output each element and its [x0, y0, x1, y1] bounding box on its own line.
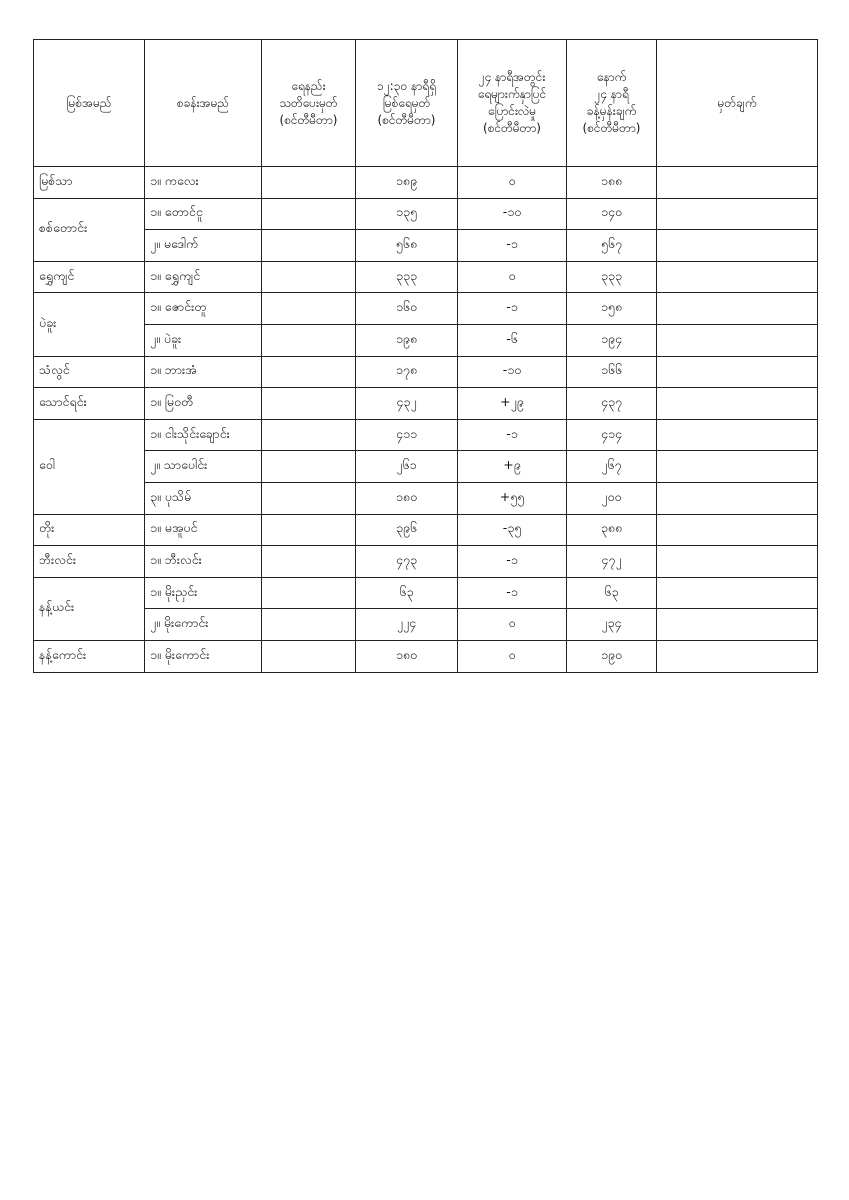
- header-row: [34, 40, 818, 167]
- station-cell: ၂။ ပဲခူး: [145, 324, 262, 356]
- station-cell: ၁။ တောင်ငူ: [145, 198, 262, 230]
- danger-level-cell: [262, 261, 356, 293]
- river-name-cell: နန့်ကောင်း: [34, 640, 145, 672]
- table-row: [34, 293, 818, 325]
- change-cell: -၁: [458, 230, 567, 262]
- danger-level-cell: [262, 451, 356, 483]
- danger-level-cell: [262, 198, 356, 230]
- remark-cell: [657, 230, 818, 262]
- current-level-cell: ၂၂၄: [356, 609, 458, 641]
- change-cell: -၁: [458, 293, 567, 325]
- current-level-cell: ၃၉၆: [356, 514, 458, 546]
- danger-level-cell: [262, 167, 356, 199]
- station-cell: ၁။ မအူပင်: [145, 514, 262, 546]
- table-row: [34, 482, 818, 514]
- danger-level-cell: [262, 546, 356, 578]
- remark-cell: [657, 451, 818, 483]
- station-cell: ၁။ ဘားအံ: [145, 356, 262, 388]
- header-remark: မှတ်ချက်: [657, 40, 818, 167]
- forecast-cell: ၂၆၇: [567, 451, 657, 483]
- remark-cell: [657, 514, 818, 546]
- station-cell: ၁။ ဇောင်းတူ: [145, 293, 262, 325]
- table-row: [34, 514, 818, 546]
- change-cell: -၁၀: [458, 198, 567, 230]
- remark-cell: [657, 293, 818, 325]
- forecast-cell: ၁၄၀: [567, 198, 657, 230]
- current-level-cell: ၁၃၅: [356, 198, 458, 230]
- danger-level-cell: [262, 324, 356, 356]
- change-cell: ၀: [458, 261, 567, 293]
- change-cell: -၁: [458, 419, 567, 451]
- station-cell: ၂။ မဒေါက်: [145, 230, 262, 262]
- station-cell: ၂။ သာပေါင်း: [145, 451, 262, 483]
- table-row: [34, 388, 818, 420]
- table-row: [34, 167, 818, 199]
- change-cell: -၆: [458, 324, 567, 356]
- remark-cell: [657, 198, 818, 230]
- remark-cell: [657, 609, 818, 641]
- river-level-table: [33, 39, 818, 673]
- header-24h-change: ၂၄ နာရီအတွင်း ရေများက်နှာပြင် ပြောင်းလဲမှု (စင်တီမီတာ): [458, 40, 567, 167]
- table-row: [34, 261, 818, 293]
- river-name-cell: ရွှေကျင်: [34, 261, 145, 293]
- river-name-cell: တိုး: [34, 514, 145, 546]
- forecast-cell: ၂၃၄: [567, 609, 657, 641]
- table-row: [34, 230, 818, 262]
- river-name-cell: သံလွင်: [34, 356, 145, 388]
- table-row: [34, 546, 818, 578]
- table-row: [34, 577, 818, 609]
- change-cell: +၉: [458, 451, 567, 483]
- current-level-cell: ၁၈၉: [356, 167, 458, 199]
- table-row: [34, 198, 818, 230]
- current-level-cell: ၅၆၈: [356, 230, 458, 262]
- forecast-cell: ၄၃၇: [567, 388, 657, 420]
- current-level-cell: ၁၉၈: [356, 324, 458, 356]
- current-level-cell: ၁၈၀: [356, 640, 458, 672]
- river-name-cell: ပဲခူး: [34, 293, 145, 356]
- river-name-cell: မြစ်သာ: [34, 167, 145, 199]
- station-cell: ၁။ မြဝတီ: [145, 388, 262, 420]
- change-cell: +၅၅: [458, 482, 567, 514]
- danger-level-cell: [262, 640, 356, 672]
- header-forecast: နောက် ၂၄ နာရီ ခန့်မှန်းချက် (စင်တီမီတာ): [567, 40, 657, 167]
- header-current-level: ၁၂:၃၀ နာရီရှိ မြစ်ရေမှတ် (စင်တီမီတာ): [356, 40, 458, 167]
- header-station: စခန်းအမည်: [145, 40, 262, 167]
- forecast-cell: ၁၈၈: [567, 167, 657, 199]
- remark-cell: [657, 167, 818, 199]
- current-level-cell: ၄၇၃: [356, 546, 458, 578]
- danger-level-cell: [262, 577, 356, 609]
- station-cell: ၁။ မိုးညှင်း: [145, 577, 262, 609]
- table-row: [34, 609, 818, 641]
- forecast-cell: ၄၇၂: [567, 546, 657, 578]
- danger-level-cell: [262, 609, 356, 641]
- table-row: [34, 419, 818, 451]
- danger-level-cell: [262, 356, 356, 388]
- forecast-cell: ၁၉၀: [567, 640, 657, 672]
- station-cell: ၁။ ကလေး: [145, 167, 262, 199]
- remark-cell: [657, 388, 818, 420]
- remark-cell: [657, 640, 818, 672]
- change-cell: -၃၅: [458, 514, 567, 546]
- change-cell: -၁: [458, 546, 567, 578]
- river-name-cell: ဘီးလင်း: [34, 546, 145, 578]
- danger-level-cell: [262, 514, 356, 546]
- remark-cell: [657, 261, 818, 293]
- table-body: [34, 167, 818, 673]
- forecast-cell: ၃၈၈: [567, 514, 657, 546]
- current-level-cell: ၄၁၁: [356, 419, 458, 451]
- danger-level-cell: [262, 293, 356, 325]
- remark-cell: [657, 419, 818, 451]
- header-river: မြစ်အမည်: [34, 40, 145, 167]
- change-cell: ၀: [458, 609, 567, 641]
- current-level-cell: ၂၆၁: [356, 451, 458, 483]
- forecast-cell: ၁၆၆: [567, 356, 657, 388]
- change-cell: ၀: [458, 167, 567, 199]
- station-cell: ၁။ ငါးသိုင်းချောင်း: [145, 419, 262, 451]
- table-row: [34, 451, 818, 483]
- river-name-cell: သောင်ရင်း: [34, 388, 145, 420]
- danger-level-cell: [262, 482, 356, 514]
- header-danger-level: ရေနည်း သတိပေးမှတ် (စင်တီမီတာ): [262, 40, 356, 167]
- current-level-cell: ၃၃၃: [356, 261, 458, 293]
- change-cell: +၂၉: [458, 388, 567, 420]
- remark-cell: [657, 577, 818, 609]
- danger-level-cell: [262, 388, 356, 420]
- remark-cell: [657, 546, 818, 578]
- river-name-cell: နန့်ယင်း: [34, 577, 145, 640]
- current-level-cell: ၆၃: [356, 577, 458, 609]
- river-name-cell: စစ်တောင်း: [34, 198, 145, 261]
- station-cell: ၁။ ဘီးလင်း: [145, 546, 262, 578]
- forecast-cell: ၁၅၈: [567, 293, 657, 325]
- change-cell: -၁၀: [458, 356, 567, 388]
- table-row: [34, 324, 818, 356]
- forecast-cell: ၅၆၇: [567, 230, 657, 262]
- forecast-cell: ၃၃၃: [567, 261, 657, 293]
- station-cell: ၁။ မိုးကောင်း: [145, 640, 262, 672]
- forecast-cell: ၂၀၀: [567, 482, 657, 514]
- change-cell: -၁: [458, 577, 567, 609]
- station-cell: ၃။ ပုသိမ်: [145, 482, 262, 514]
- forecast-cell: ၁၉၄: [567, 324, 657, 356]
- table-row: [34, 640, 818, 672]
- river-name-cell: ဝေါ: [34, 419, 145, 514]
- station-cell: ၂။ မိုးကောင်း: [145, 609, 262, 641]
- current-level-cell: ၁၈၀: [356, 482, 458, 514]
- forecast-cell: ၆၃: [567, 577, 657, 609]
- table-row: [34, 356, 818, 388]
- forecast-cell: ၄၁၄: [567, 419, 657, 451]
- danger-level-cell: [262, 230, 356, 262]
- remark-cell: [657, 324, 818, 356]
- current-level-cell: ၁၇၈: [356, 356, 458, 388]
- station-cell: ၁။ ရွှေကျင်: [145, 261, 262, 293]
- remark-cell: [657, 482, 818, 514]
- danger-level-cell: [262, 419, 356, 451]
- change-cell: ၀: [458, 640, 567, 672]
- remark-cell: [657, 356, 818, 388]
- current-level-cell: ၄၃၂: [356, 388, 458, 420]
- current-level-cell: ၁၆၀: [356, 293, 458, 325]
